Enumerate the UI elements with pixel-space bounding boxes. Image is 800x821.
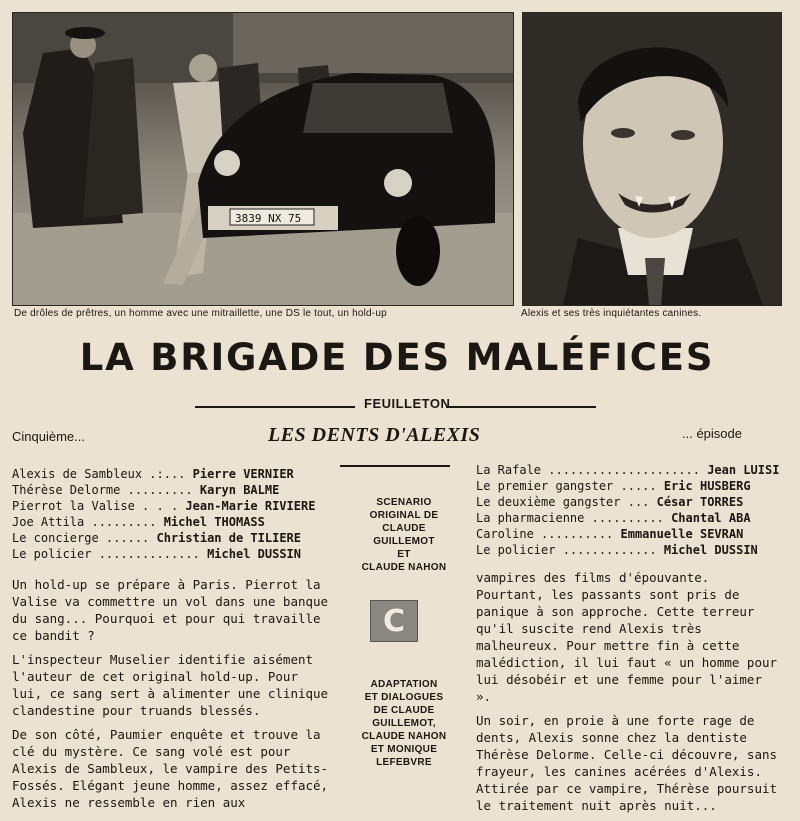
cast-row [12, 482, 315, 498]
cast-actor: Karyn BALME [199, 483, 280, 497]
channel-logo-letter: C [382, 603, 406, 639]
synopsis-paragraph: vampires des films d'épouvante. Pourtant, les passants sont pris de panique à son approche. Cette terreur qu'il suscite rend Alexis très malheureux. Pour mettre fin à cette malédiction, il lui faut « un homme pour lui désobéir et une femme pour l'aimer ». [476, 570, 778, 704]
synopsis-column-right [476, 569, 782, 821]
cast-role: Le deuxième gangster ... [476, 495, 657, 509]
genre-label: FEUILLETON [364, 396, 451, 411]
cast-row [476, 462, 779, 478]
credit-scenario [342, 496, 466, 574]
credit-line: LEFEBVRE [376, 757, 432, 768]
cast-row [476, 542, 779, 558]
cast-role: La pharmacienne .......... [476, 511, 672, 525]
cast-row [12, 546, 315, 562]
cast-role: Thérèse Delorme ......... [12, 483, 200, 497]
credit-line: ET [397, 549, 411, 560]
cast-actor: Jean-Marie RIVIERE [185, 499, 316, 513]
synopsis-paragraph: Un hold-up se prépare à Paris. Pierrot la Valise va commettre un vol dans une banque du sang... Pourquoi et pour qui travaille ce bandit ? [12, 577, 329, 643]
credit-adaptation [342, 678, 466, 769]
synopsis-column-left [12, 576, 330, 818]
credit-line: ORIGINAL DE [369, 510, 439, 521]
episode-title: LES DENTS D'ALEXIS [268, 424, 481, 446]
rule-left [195, 406, 355, 408]
cast-role: Le concierge ...... [12, 531, 157, 545]
credit-line: CLAUDE [382, 523, 426, 534]
credit-line: GUILLEMOT [373, 536, 435, 547]
caption-holdup: De drôles de prêtres, un homme avec une mitraillette, une DS le tout, un hold-up [14, 308, 387, 319]
cast-actor: Eric HUSBERG [663, 479, 751, 493]
caption-alexis: Alexis et ses très inquiétantes canines. [521, 308, 702, 319]
credit-line: ET MONIQUE [370, 744, 438, 755]
credit-line: CLAUDE NAHON [361, 562, 447, 573]
cast-actor: Pierre VERNIER [192, 467, 294, 481]
cast-row [476, 526, 779, 542]
cast-actor: Jean LUISI [707, 463, 780, 477]
cast-role: Le policier .............. [12, 547, 208, 561]
episode-prefix: Cinquième... [12, 429, 85, 444]
credit-line: SCENARIO [376, 497, 432, 508]
cast-row [12, 530, 315, 546]
synopsis-paragraph: De son côté, Paumier enquête et trouve la clé du mystère. Ce sang volé est pour Alexis de Sambleux, le vampire des Petits-Fossés. Elégant jeune homme, assez effacé, Alexis ne ressemble en rien aux [12, 727, 329, 810]
headline: LA BRIGADE DES MALÉFICES [79, 336, 715, 379]
credit-line: CLAUDE NAHON [361, 731, 447, 742]
synopsis-paragraph: Un soir, en proie à une forte rage de dents, Alexis sonne chez la dentiste Thérèse Delorme. Celle-ci découvre, sans frayeur, les canines acérées d'Alexis. Attirée par ce vampire, Thérèse poursuit le traitement nuit après nuit... [476, 713, 778, 813]
synopsis-paragraph: L'inspecteur Muselier identifie aisément l'auteur de cet original hold-up. Pour lui, ce sang sert à alimenter une clinique clandestine pour truands blessés. [12, 652, 329, 718]
alexis-portrait-illustration [523, 13, 781, 305]
photo-alexis-portrait [522, 12, 782, 306]
cast-role: La Rafale ..................... [476, 463, 708, 477]
cast-row [12, 514, 315, 530]
cast-actor: César TORRES [656, 495, 744, 509]
cast-role: Le premier gangster ..... [476, 479, 664, 493]
cast-actor: Emmanuelle SEVRAN [620, 527, 744, 541]
cast-role: Pierrot la Valise . . . [12, 499, 186, 513]
episode-suffix: ... épisode [682, 426, 742, 441]
cast-actor: Michel DUSSIN [207, 547, 301, 561]
license-plate: 3839 NX 75 [235, 212, 302, 225]
cast-row [476, 510, 779, 526]
credit-line: ADAPTATION [370, 679, 438, 690]
cast-role: Alexis de Sambleux .:... [12, 467, 193, 481]
credit-line: GUILLEMOT, [372, 718, 436, 729]
cast-role: Caroline .......... [476, 527, 621, 541]
cast-row [476, 478, 779, 494]
photo-holdup-scene [12, 12, 514, 306]
credit-line: DE CLAUDE [373, 705, 435, 716]
cast-actor: Michel DUSSIN [663, 543, 758, 557]
cast-actor: Chantal ABA [671, 511, 751, 525]
cast-list-right [476, 462, 779, 558]
rule-credits-top [340, 465, 450, 467]
rule-right [446, 406, 596, 408]
holdup-scene-illustration [13, 13, 513, 305]
cast-list-left [12, 466, 315, 562]
cast-row [12, 466, 315, 482]
cast-row [476, 494, 779, 510]
cast-actor: Michel THOMASS [163, 515, 265, 529]
credit-line: ET DIALOGUES [364, 692, 444, 703]
cast-role: Le policier ............. [476, 543, 664, 557]
cast-role: Joe Attila ......... [12, 515, 164, 529]
cast-row [12, 498, 315, 514]
cast-actor: Christian de TILIERE [156, 531, 301, 545]
channel-logo-icon [370, 600, 418, 642]
